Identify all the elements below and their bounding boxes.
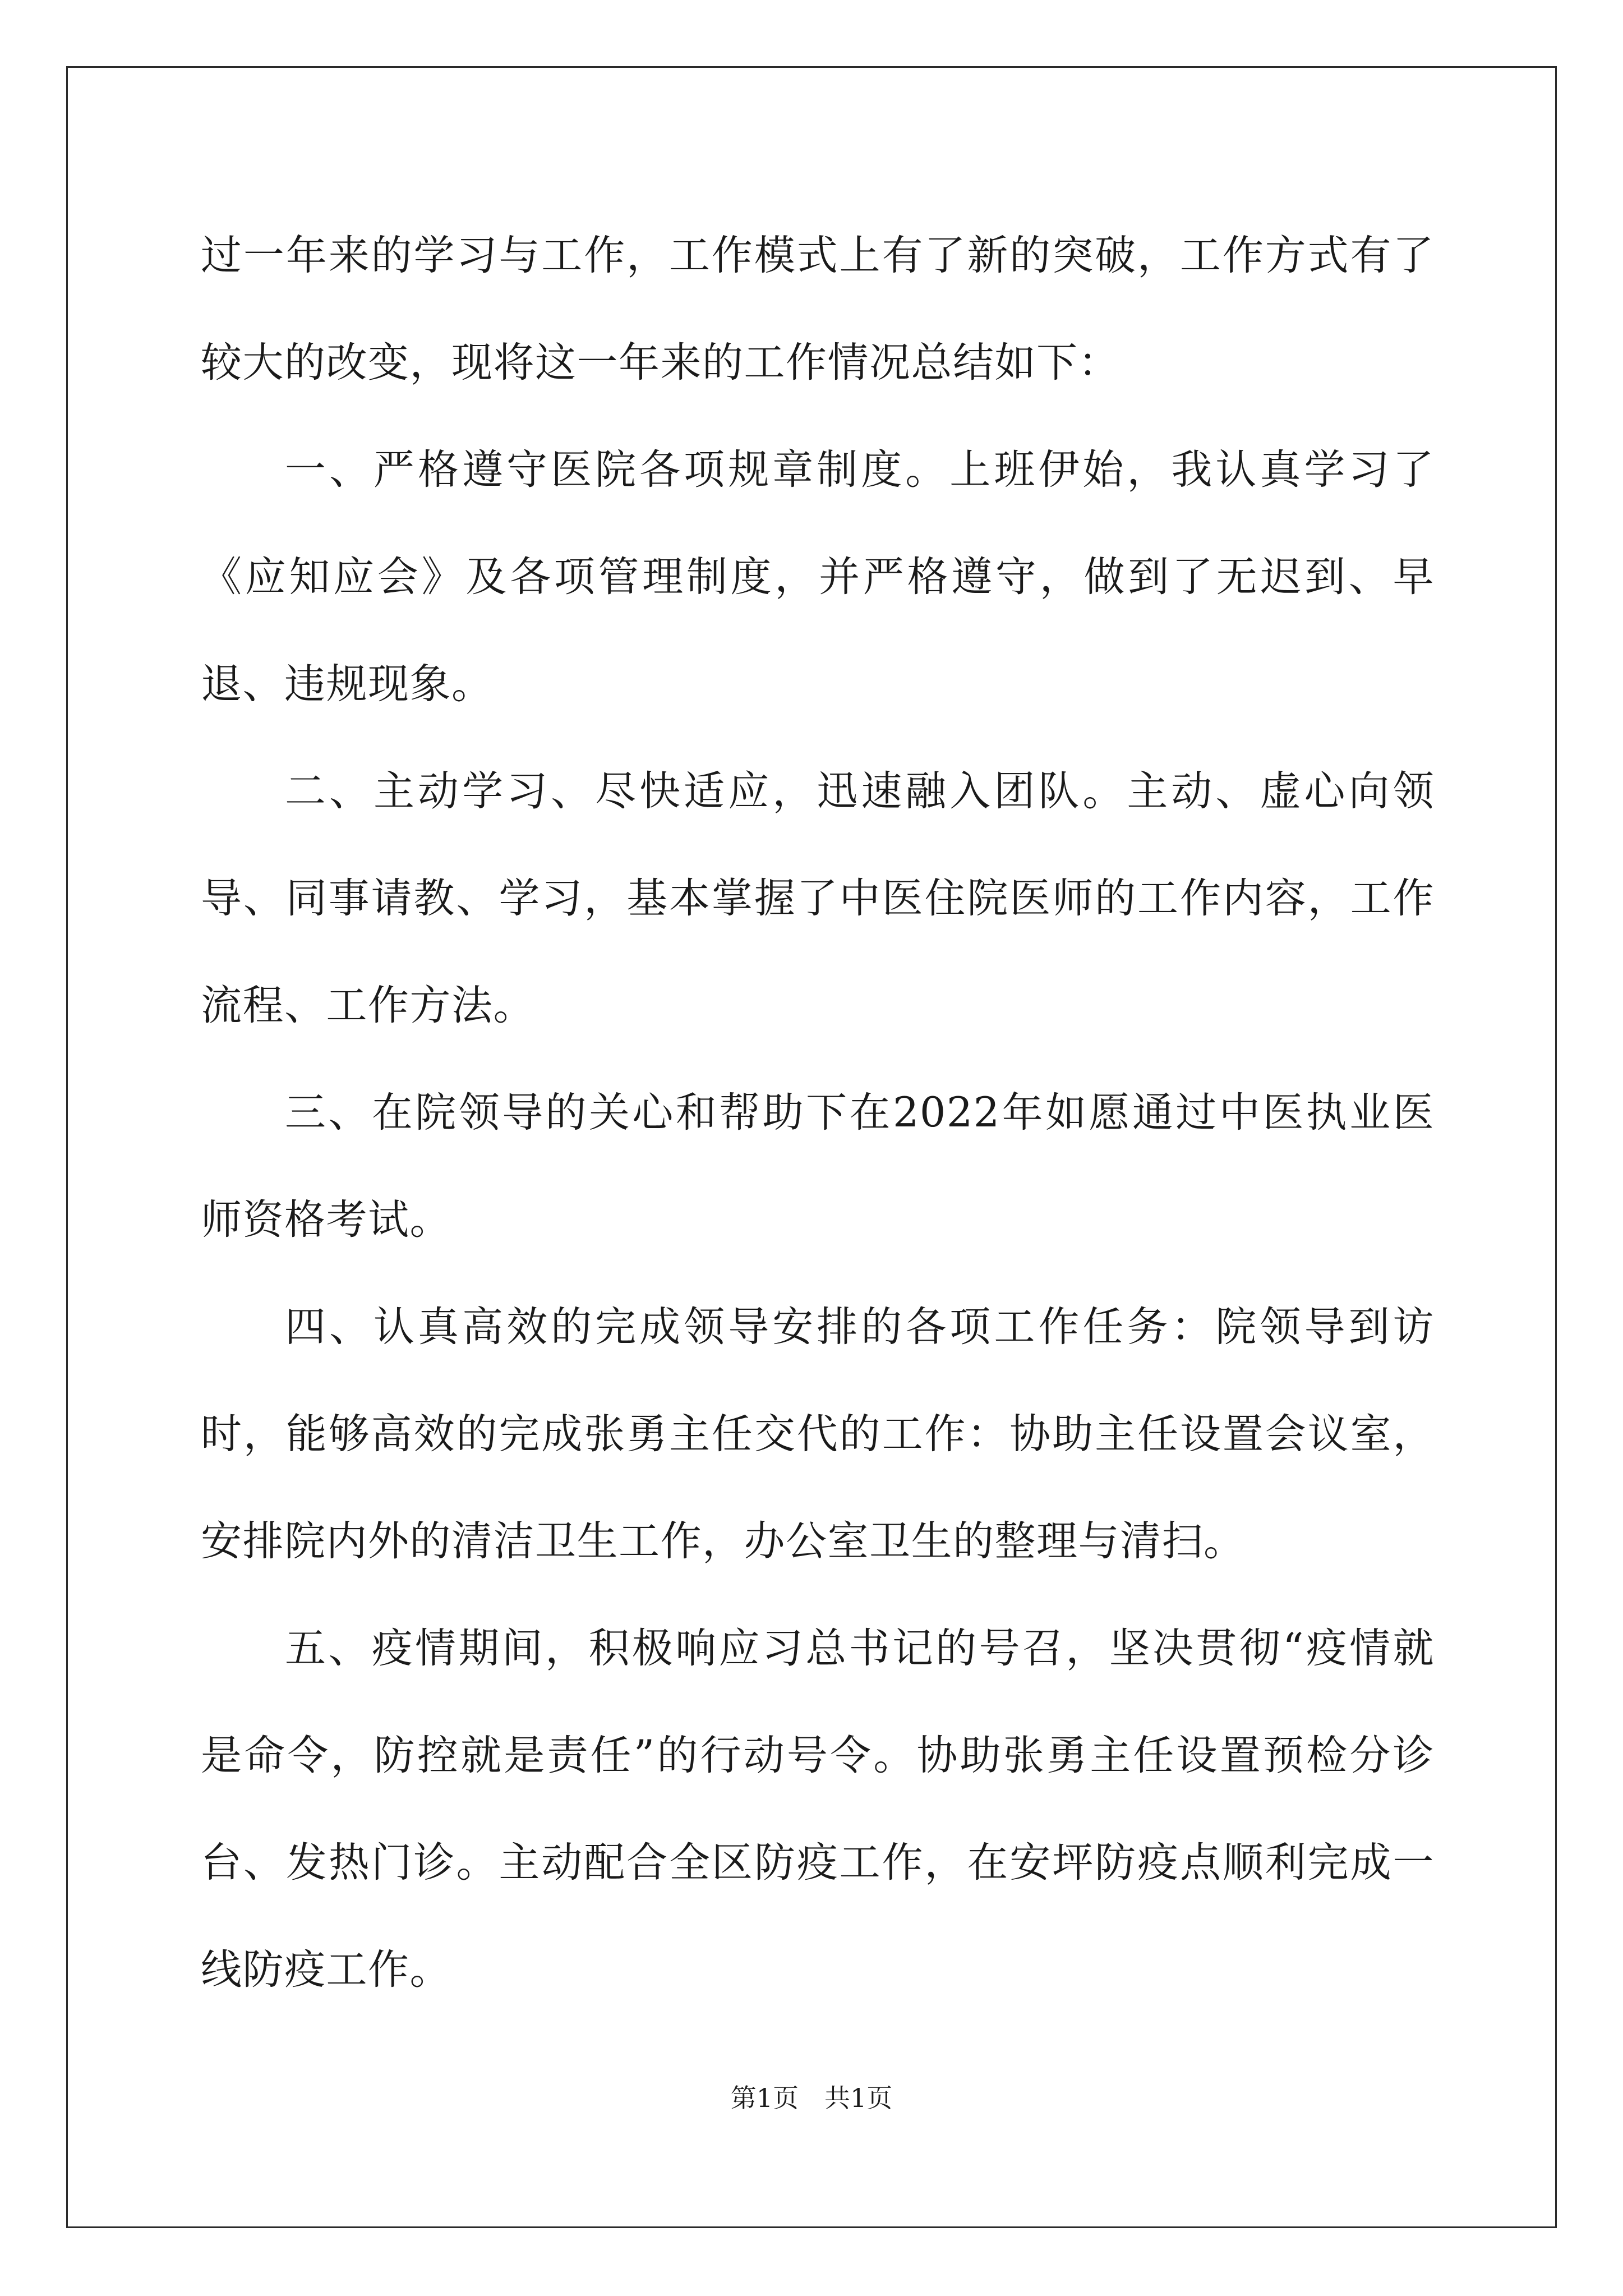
paragraph-item-1: 一、严格遵守医院各项规章制度。上班伊始，我认真学习了《应知应会》及各项管理制度，并严格遵守，做到了无迟到、早退、违规现象。 bbox=[201, 446, 1435, 708]
paragraph-item-2: 二、主动学习、尽快适应，迅速融入团队。主动、虚心向领导、同事请教、学习，基本掌握了中医住院医师的工作内容，工作流程、工作方法。 bbox=[201, 767, 1435, 1029]
page-number-footer: 第1页 共1页 bbox=[730, 2083, 893, 2113]
paragraph-item-3: 三、在院领导的关心和帮助下在2022年如愿通过中医执业医师资格考试。 bbox=[201, 1089, 1435, 1244]
document-body bbox=[201, 202, 1435, 2023]
paragraph-item-5: 五、疫情期间，积极响应习总书记的号召，坚决贯彻“疫情就是命令，防控就是责任”的行动号令。协助张勇主任设置预检分诊台、发热门诊。主动配合全区防疫工作，在安坪防疫点顺利完成一线防疫工作。 bbox=[201, 1625, 1435, 1994]
paragraph-intro: 过一年来的学习与工作，工作模式上有了新的突破，工作方式有了较大的改变，现将这一年来的工作情况总结如下： bbox=[201, 232, 1435, 386]
paragraph-item-4: 四、认真高效的完成领导安排的各项工作任务：院领导到访时，能够高效的完成张勇主任交代的工作：协助主任设置会议室，安排院内外的清洁卫生工作，办公室卫生的整理与清扫。 bbox=[201, 1303, 1435, 1565]
